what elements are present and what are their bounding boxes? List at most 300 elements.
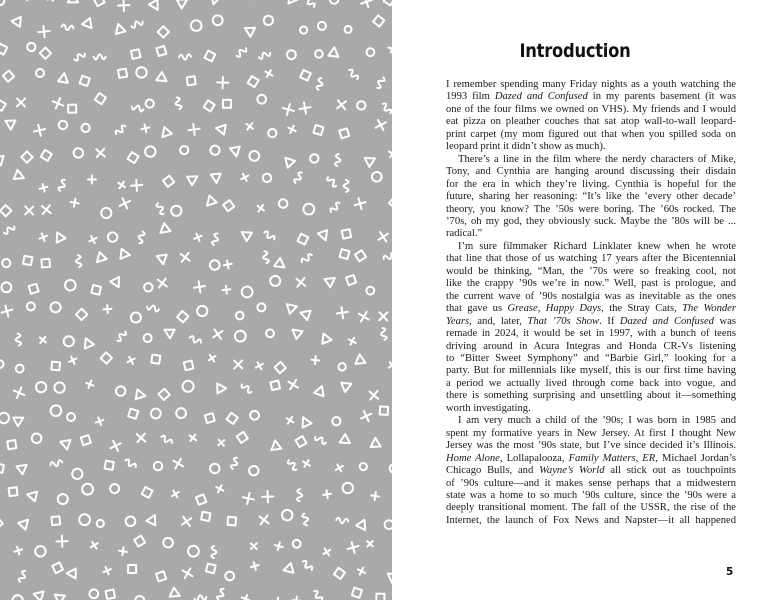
squiggle-shape [314, 435, 327, 445]
cross-shape [25, 206, 33, 214]
circle-shape [370, 170, 384, 184]
circle-shape [250, 410, 260, 420]
circle-shape [292, 539, 302, 549]
circle-shape [52, 380, 67, 395]
square-shape [158, 389, 169, 400]
square-shape [339, 128, 349, 138]
circle-shape [261, 172, 273, 184]
cross-shape [173, 459, 183, 469]
triangle-shape [11, 16, 21, 27]
squiggle-shape [114, 124, 126, 136]
square-shape [51, 362, 60, 371]
squiggle-shape [131, 19, 144, 28]
plus-shape [226, 0, 237, 1]
square-shape [131, 49, 140, 58]
plus-shape [311, 356, 320, 365]
squiggle-shape [335, 154, 341, 167]
plus-shape [88, 176, 96, 184]
cross-shape [181, 253, 190, 262]
circle-shape [152, 460, 164, 472]
squiggle-shape [343, 180, 348, 192]
triangle-shape [299, 308, 311, 320]
triangle-shape [18, 516, 31, 529]
square-shape [51, 516, 60, 525]
squiggle-shape [240, 383, 253, 394]
triangle-shape [274, 258, 287, 271]
plus-shape [116, 179, 127, 190]
circle-shape [80, 122, 91, 133]
circle-shape [329, 0, 340, 5]
triangle-shape [93, 252, 106, 265]
square-shape [52, 562, 63, 573]
plus-shape [38, 232, 48, 242]
square-shape [151, 355, 160, 364]
text-line: Internet, the launch of Fox News and Napster—it all happened [446, 514, 736, 526]
squiggle-shape [94, 54, 106, 59]
plus-shape [255, 203, 266, 214]
square-shape [163, 176, 174, 187]
circle-shape [50, 405, 62, 417]
square-shape [0, 517, 3, 528]
text-line: to “Bitter Sweet Symphony” and “Barbie Girl,” looking for a [446, 352, 736, 364]
squiggle-shape [297, 489, 302, 501]
square-shape [206, 564, 216, 574]
squiggle-shape [211, 233, 219, 246]
triangle-shape [341, 379, 353, 392]
circle-shape [144, 283, 152, 291]
square-shape [334, 568, 345, 579]
circle-shape [77, 512, 92, 527]
triangle-shape [0, 565, 1, 578]
plus-shape [193, 232, 203, 242]
circle-shape [195, 304, 209, 318]
circle-shape [316, 20, 327, 31]
plus-shape [301, 458, 312, 469]
cross-shape [42, 205, 51, 214]
text-line: would be thinking, “Man, the ’70s were so freaking cool, not [446, 265, 736, 277]
triangle-shape [5, 121, 15, 130]
square-shape [106, 590, 115, 599]
cross-shape [370, 391, 379, 400]
circle-shape [208, 462, 221, 475]
square-shape [223, 100, 231, 108]
square-shape [41, 150, 52, 161]
square-shape [128, 409, 138, 419]
triangle-shape [113, 23, 125, 34]
text-line: of ’90s culture—and it makes sense perhaps that a midwestern [446, 477, 736, 489]
cross-shape [213, 330, 222, 339]
triangle-shape [67, 568, 76, 578]
triangle-shape [282, 563, 293, 575]
circle-shape [212, 14, 224, 26]
cross-shape [359, 312, 369, 322]
square-shape [41, 259, 50, 268]
triangle-shape [34, 588, 47, 600]
plus-shape [239, 172, 250, 183]
cross-shape [260, 515, 269, 524]
plus-shape [89, 540, 100, 551]
squiggle-shape [189, 335, 202, 344]
text-line: worth investigating. [446, 402, 531, 414]
square-shape [380, 406, 388, 414]
text-line: one of the four films we owned on VHS). My friends and I would [446, 103, 736, 115]
cross-shape [361, 411, 371, 421]
square-shape [187, 76, 196, 85]
text-line: deeply transitional moment. The fall of the USSR, the rise of the [446, 502, 736, 514]
cross-shape [17, 98, 25, 106]
square-shape [94, 0, 105, 6]
circle-shape [209, 259, 221, 271]
squiggle-shape [216, 588, 225, 600]
cross-shape [38, 26, 49, 37]
circle-shape [240, 285, 253, 298]
text-line: Years, and, later, That ’70s Show. If Dazed and Confused was [446, 315, 736, 327]
square-shape [355, 250, 366, 261]
squiggle-shape [75, 255, 81, 267]
cross-shape [378, 232, 387, 241]
text-line: remade in 2024, it would be set in 1997, with a bunch of teens [446, 328, 736, 340]
circle-shape [1, 258, 12, 269]
triangle-shape [158, 127, 171, 140]
circle-shape [256, 94, 267, 105]
plus-shape [323, 490, 332, 499]
triangle-shape [287, 302, 299, 314]
circle-shape [263, 15, 273, 25]
cross-shape [379, 312, 387, 320]
square-shape [342, 229, 351, 238]
triangle-shape [157, 255, 168, 265]
plus-shape [13, 546, 23, 556]
square-shape [156, 46, 166, 56]
circle-shape [95, 518, 105, 528]
circle-shape [190, 19, 203, 32]
triangle-shape [149, 0, 162, 12]
triangle-shape [13, 413, 26, 426]
triangle-shape [157, 223, 170, 236]
squiggle-shape [302, 513, 310, 526]
square-shape [204, 100, 215, 111]
plus-shape [207, 353, 218, 364]
circle-shape [280, 508, 294, 522]
plus-shape [248, 540, 259, 551]
square-shape [7, 440, 16, 449]
plus-shape [187, 432, 198, 443]
circle-shape [179, 145, 190, 156]
circle-shape [235, 311, 244, 320]
square-shape [237, 432, 248, 443]
plus-shape [263, 68, 274, 79]
square-shape [223, 200, 234, 211]
plus-shape [67, 355, 78, 366]
text-line: there is something surprising and unsettling about it—something [446, 390, 736, 402]
plus-shape [254, 360, 265, 371]
triangle-shape [177, 0, 190, 8]
triangle-shape [0, 153, 4, 165]
square-shape [373, 15, 384, 26]
cross-shape [337, 307, 348, 318]
squiggle-shape [287, 459, 298, 471]
plus-shape [45, 0, 56, 3]
triangle-shape [65, 0, 78, 7]
triangle-shape [136, 389, 147, 400]
circle-shape [100, 207, 112, 219]
text-line: leopard print it didn’t show as much). [446, 141, 606, 153]
plus-shape [371, 491, 380, 500]
triangle-shape [217, 383, 226, 393]
squiggle-shape [301, 253, 314, 264]
circle-shape [73, 148, 84, 159]
cross-shape [217, 77, 228, 88]
circle-shape [67, 413, 75, 421]
triangle-shape [289, 326, 302, 339]
plus-shape [223, 260, 232, 269]
squiggle-shape [230, 457, 239, 470]
triangle-shape [187, 172, 200, 185]
cross-shape [131, 180, 142, 191]
cross-shape [183, 568, 193, 578]
triangle-shape [314, 384, 326, 396]
square-shape [9, 487, 18, 496]
circle-shape [57, 493, 69, 505]
triangle-shape [328, 47, 339, 57]
circle-shape [308, 153, 320, 165]
cross-shape [34, 125, 45, 136]
plus-shape [250, 561, 260, 571]
squiggle-shape [124, 458, 137, 469]
triangle-shape [120, 249, 130, 260]
squiggle-shape [156, 202, 166, 215]
text-line: driving around in Acura Integras and Honda CR-Vs listening [446, 340, 736, 352]
text-line: ’70s, oh my god, they obviously suck. Maybe the ’80s will be ... [446, 215, 736, 227]
plus-shape [103, 305, 112, 314]
square-shape [105, 461, 114, 470]
square-shape [134, 536, 145, 547]
triangle-shape [211, 174, 222, 184]
square-shape [29, 284, 39, 294]
plus-shape [347, 336, 358, 347]
circle-shape [234, 330, 246, 342]
cross-shape [120, 198, 130, 208]
circle-shape [11, 594, 24, 600]
cross-shape [188, 124, 199, 135]
plus-shape [85, 379, 95, 389]
circle-shape [169, 204, 183, 218]
squiggle-shape [61, 24, 74, 31]
text-line: that line that those of us watching 17 years after the Bicentennial [446, 253, 736, 265]
circle-shape [142, 332, 153, 343]
plus-shape [240, 594, 250, 600]
triangle-shape [59, 437, 71, 449]
circle-shape [81, 483, 93, 495]
squiggle-shape [263, 230, 276, 241]
cross-shape [376, 120, 386, 130]
circle-shape [224, 570, 236, 582]
squiggle-shape [375, 76, 385, 89]
circle-shape [116, 386, 126, 396]
circle-shape [182, 380, 195, 393]
cross-shape [53, 98, 63, 108]
text-line: party. But for millennials like myself, this is our first time having [446, 365, 736, 377]
triangle-shape [16, 461, 29, 474]
square-shape [156, 571, 166, 581]
plus-shape [321, 546, 332, 557]
squiggle-shape [160, 435, 173, 445]
square-shape [76, 309, 87, 320]
square-shape [158, 26, 169, 37]
square-shape [81, 435, 91, 445]
circle-shape [71, 467, 84, 480]
circle-shape [26, 42, 37, 53]
square-shape [248, 76, 259, 87]
cross-shape [137, 434, 146, 443]
circle-shape [300, 26, 308, 34]
square-shape [142, 487, 153, 498]
triangle-shape [203, 196, 216, 209]
square-shape [128, 152, 139, 163]
squiggle-shape [235, 46, 247, 58]
circle-shape [360, 463, 368, 471]
text-line: spent my formative years in New Jersey. At first I thought New [446, 427, 736, 439]
circle-shape [0, 412, 10, 424]
circle-shape [210, 145, 221, 156]
circle-shape [303, 203, 315, 215]
text-line: the current wave of ’90s nostalgia was as inevitable as the ones [446, 290, 736, 302]
text-line: Tony, and Cynthia are hanging around discussing their disdain [446, 166, 736, 178]
text-line: theory, you know? The ’50s were boring. The ’60s rocked. The [446, 203, 736, 215]
circle-shape [89, 589, 99, 599]
plus-shape [118, 547, 127, 556]
square-shape [68, 105, 76, 113]
squiggle-shape [3, 224, 16, 235]
circle-shape [1, 282, 11, 292]
text-page [392, 0, 758, 600]
text-line: I’m sure filmmaker Richard Linklater knew when he wrote [458, 240, 736, 252]
square-shape [298, 234, 309, 245]
square-shape [0, 44, 7, 55]
triangle-shape [319, 332, 332, 344]
cross-shape [262, 491, 273, 502]
text-line: Chicago Bulls, and Wayne’s World all stick out as touchpoints [446, 465, 736, 477]
plus-shape [214, 483, 225, 494]
circle-shape [264, 328, 275, 339]
circle-shape [277, 198, 288, 209]
square-shape [23, 256, 32, 265]
square-shape [313, 125, 323, 135]
triangle-shape [162, 325, 175, 338]
cross-shape [111, 441, 121, 451]
text-line: Home Alone, Lollapalooza, Family Matters, ER, Michael Jordan’s [446, 452, 737, 464]
cross-shape [299, 103, 310, 114]
triangle-shape [81, 336, 94, 348]
text-line: future, sharing her reasoning: “It’s like the ‘every other decade’ [446, 191, 736, 203]
squiggle-shape [316, 78, 324, 91]
cross-shape [96, 149, 105, 158]
text-line: state was a home to so much ’90s culture, since the ’90s were a [446, 489, 736, 501]
squiggle-shape [179, 54, 191, 60]
circle-shape [267, 127, 278, 138]
cross-shape [194, 281, 205, 292]
circle-shape [131, 312, 142, 323]
circle-shape [26, 301, 36, 311]
circle-shape [256, 302, 267, 313]
square-shape [21, 151, 32, 162]
cross-shape [337, 100, 346, 109]
circle-shape [36, 69, 45, 78]
square-shape [0, 464, 4, 473]
circle-shape [268, 274, 281, 287]
squiggle-shape [58, 179, 67, 192]
plus-shape [126, 355, 137, 366]
square-shape [128, 565, 136, 573]
cross-shape [283, 104, 294, 115]
square-shape [91, 285, 101, 295]
squiggle-shape [381, 102, 392, 114]
squiggle-shape [137, 231, 145, 244]
triangle-shape [239, 228, 252, 241]
circle-shape [35, 381, 48, 394]
squiggle-shape [15, 333, 21, 345]
circle-shape [126, 516, 136, 526]
square-shape [80, 76, 90, 86]
square-shape [118, 69, 127, 78]
plus-shape [222, 285, 231, 294]
circle-shape [343, 25, 353, 35]
triangle-shape [156, 72, 169, 85]
plus-shape [102, 565, 112, 575]
circle-shape [341, 481, 355, 495]
plus-shape [334, 462, 345, 473]
cross-shape [182, 517, 191, 526]
text-line: print carpet (my mom figured out that when you spilled soda on [446, 128, 736, 140]
text-line: for the era in which they’re living. Cynthia is hopeful for the [446, 178, 736, 190]
cross-shape [355, 198, 366, 209]
squiggle-shape [336, 518, 349, 524]
circle-shape [33, 544, 48, 559]
circle-shape [248, 150, 261, 163]
squiggle-shape [50, 460, 63, 468]
squiggle-shape [293, 171, 304, 184]
square-shape [95, 93, 106, 104]
triangle-shape [215, 123, 226, 134]
square-shape [205, 51, 216, 62]
circle-shape [384, 520, 392, 530]
cross-shape [348, 542, 359, 553]
square-shape [296, 436, 307, 447]
square-shape [384, 0, 392, 5]
triangle-shape [365, 154, 378, 167]
cross-shape [234, 360, 242, 368]
square-shape [228, 517, 237, 526]
plus-shape [364, 538, 375, 549]
text-line: radical.” [446, 228, 483, 240]
square-shape [40, 48, 51, 59]
squiggle-shape [211, 546, 216, 558]
triangle-shape [58, 72, 69, 82]
square-shape [340, 249, 350, 259]
circle-shape [0, 359, 5, 370]
squiggle-shape [304, 0, 316, 8]
square-shape [300, 70, 311, 81]
plus-shape [292, 596, 301, 600]
page-number: 5 [726, 566, 734, 578]
circle-shape [331, 416, 342, 427]
square-shape [352, 588, 362, 598]
squiggle-shape [18, 570, 28, 583]
circle-shape [365, 285, 376, 296]
plus-shape [216, 437, 227, 448]
square-shape [346, 275, 356, 285]
squiggle-shape [194, 595, 207, 600]
